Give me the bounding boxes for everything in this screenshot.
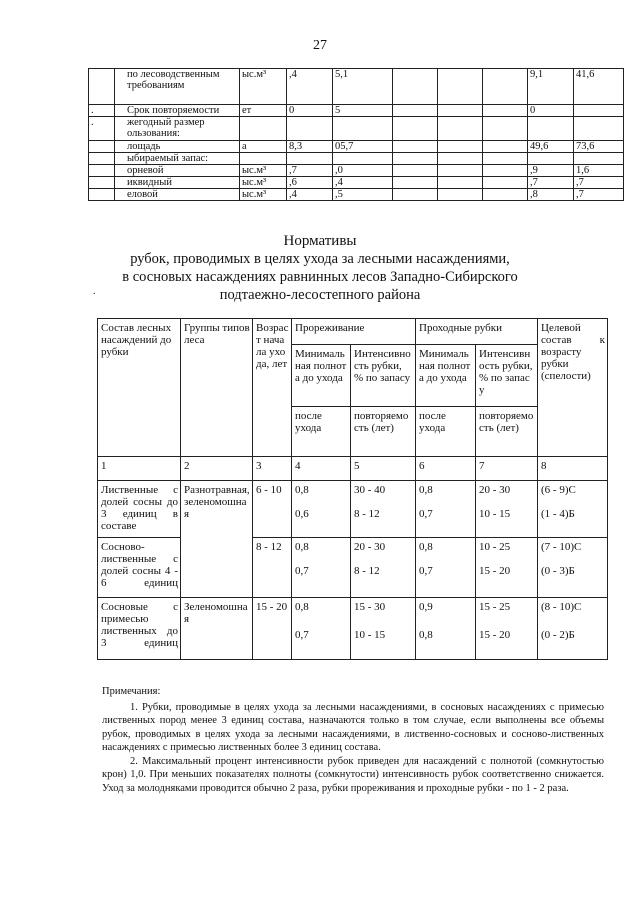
header-min-density: Минимальная полнота до ухода [416,345,476,407]
value-cell: 05,7 [333,141,393,153]
value-cell: 5,1 [333,69,393,105]
unit-cell: ет [240,105,287,117]
table-row [98,481,608,538]
forest-type-cell: Зеленомошная [181,598,253,660]
row-marker: . [89,117,115,141]
header-row [98,319,608,345]
table-row [89,69,624,105]
column-number: 1 [98,457,181,481]
value: 20 - 30 [354,541,386,553]
notes [102,685,604,795]
column-number: 2 [181,457,253,481]
row-label: ыбираемый запас: [115,153,240,165]
header-target: Целевой состав к возрасту рубки (спелости) [538,319,608,457]
notes-heading: Примечания: [102,686,161,697]
top-table [88,68,624,201]
value-cell: ,0 [333,165,393,177]
value: 10 - 15 [479,508,511,520]
value: (1 - 4)Б [541,508,575,520]
note-2: 2. Максимальный процент интенсивности рубок приведен для насаждений с полнотой (сомкнутостью крон) 1,0. При меньших показателях полноты (сомкнутости) интенсивность рубок соответственно снижается. Уход за молодняками проводится обычно 2 раза, рубки прореживания и проходные рубки - по 1 - 2 раза. [102,755,604,794]
row-label: жегодный размер ользования: [115,117,240,141]
value-cell: 73,6 [574,141,624,153]
header-species: Состав лесных насаждений до рубки [98,319,181,457]
row-marker: . [89,105,115,117]
value-cell: ,9 [528,165,574,177]
value: 0,8 [419,484,433,496]
value: 0,7 [419,508,433,520]
unit-cell: ыс.м³ [240,69,287,105]
table-row [98,598,608,660]
forest-type-cell: Разнотравная, зеленомошная [181,481,253,598]
value-cell: ,5 [333,189,393,201]
column-number: 3 [253,457,292,481]
column-number: 5 [351,457,416,481]
row-label: Срок повторяемости [115,105,240,117]
value-cell: ,7 [528,177,574,189]
unit-cell: ыс.м³ [240,165,287,177]
value: 0,8 [419,541,433,553]
unit-cell: ыс.м³ [240,177,287,189]
value-cell: 5 [333,105,393,117]
value-cell: ,4 [287,69,333,105]
value: 0,7 [295,565,309,577]
header-repeat: повторяемость (лет) [476,407,538,457]
value-cell: 1,6 [574,165,624,177]
value-cell: 9,1 [528,69,574,105]
species-cell: Сосново-лиственные с долей сосны 4 - 6 единиц [98,538,181,598]
table-row [89,165,624,177]
title-heading: Нормативы [283,233,357,249]
row-label: лощадь [115,141,240,153]
table-row [89,153,624,165]
table-row [89,177,624,189]
species-cell: Лиственные с долей сосны до 3 единиц в составе [98,481,181,538]
row-label: иквидный [115,177,240,189]
table-row [89,141,624,153]
species-cell: Сосновые с примесью лиственных до 3 единиц [98,598,181,660]
value: 8 - 12 [354,565,380,577]
title-line: в сосновых насаждениях равнинных лесов Западно-Сибирского [122,269,518,285]
value: 8 - 12 [354,508,380,520]
value: (8 - 10)С [541,601,582,613]
value-cell: ,7 [287,165,333,177]
value: 15 - 25 [479,601,511,613]
value: (6 - 9)С [541,484,576,496]
value: 10 - 15 [354,629,386,641]
header-age: Возраст начала ухода, лет [253,319,292,457]
header-intensity: Интенсивность рубки, % по запасу [476,345,538,407]
header-repeat: повторяемость (лет) [351,407,416,457]
table-row [89,117,624,141]
value-cell: ,4 [333,177,393,189]
value-cell: ,7 [574,189,624,201]
value: 0,8 [295,541,309,553]
row-label: по лесоводственным требованиям [115,69,240,105]
value: 0,7 [295,629,309,641]
column-number: 4 [292,457,351,481]
age-cell: 15 - 20 [253,598,292,660]
table-row [89,105,624,117]
header-thinning: Прореживание [292,319,416,345]
value: (0 - 2)Б [541,629,575,641]
header-after-care: после ухода [416,407,476,457]
table-row [89,189,624,201]
value-cell: 8,3 [287,141,333,153]
value: 0,8 [419,629,433,641]
value-cell: 41,6 [574,69,624,105]
column-number: 6 [416,457,476,481]
value-cell: ,8 [528,189,574,201]
title-line: подтаежно-лесостепного района [219,287,421,303]
column-number: 7 [476,457,538,481]
row-label: еловой [115,189,240,201]
header-intensity: Интенсивность рубки, % по запасу [351,345,416,407]
table-row [98,538,608,598]
age-cell: 8 - 12 [253,538,292,598]
value-cell: 49,6 [528,141,574,153]
value: 15 - 20 [479,629,511,641]
value: 0,8 [295,601,309,613]
value: 0,7 [419,565,433,577]
value: 10 - 25 [479,541,511,553]
value: 15 - 20 [479,565,511,577]
value: (7 - 10)С [541,541,582,553]
header-min-density: Минимальная полнота до ухода [292,345,351,407]
page-number: 27 [313,38,327,53]
unit-cell: ыс.м³ [240,189,287,201]
value-cell: 0 [287,105,333,117]
column-number-row [98,457,608,481]
header-after-care: после ухода [292,407,351,457]
title-line: рубок, проводимых в целях ухода за лесными насаждениями, [130,251,510,267]
norms-table [97,318,608,660]
unit-cell: а [240,141,287,153]
age-cell: 6 - 10 [253,481,292,538]
value: 15 - 30 [354,601,386,613]
value: 0,8 [295,484,309,496]
value-cell: ,7 [574,177,624,189]
column-number: 8 [538,457,608,481]
value-cell: 0 [528,105,574,117]
value: 0,9 [419,601,433,613]
value: 30 - 40 [354,484,386,496]
row-label: орневой [115,165,240,177]
header-forest-types: Группы типов леса [181,319,253,457]
value: 0,6 [295,508,309,520]
header-passage-cuts: Проходные рубки [416,319,538,345]
note-1: 1. Рубки, проводимые в целях ухода за лесными насаждениями, в сосновых насаждениях с примесью лиственных пород менее 3 единиц состава, назначаются только в том случае, если выполнены все объемы рубок, проводимых в целях ухода за лесными насаждениями, в лиственно-сосновых и сосново-лиственных насаждениях с примесью лиственных более 3 единиц состава. [102,701,604,753]
value: (0 - 3)Б [541,565,575,577]
document-title [0,232,640,304]
value: 20 - 30 [479,484,511,496]
value-cell: ,6 [287,177,333,189]
value-cell: ,4 [287,189,333,201]
stray-mark: . [93,286,96,297]
